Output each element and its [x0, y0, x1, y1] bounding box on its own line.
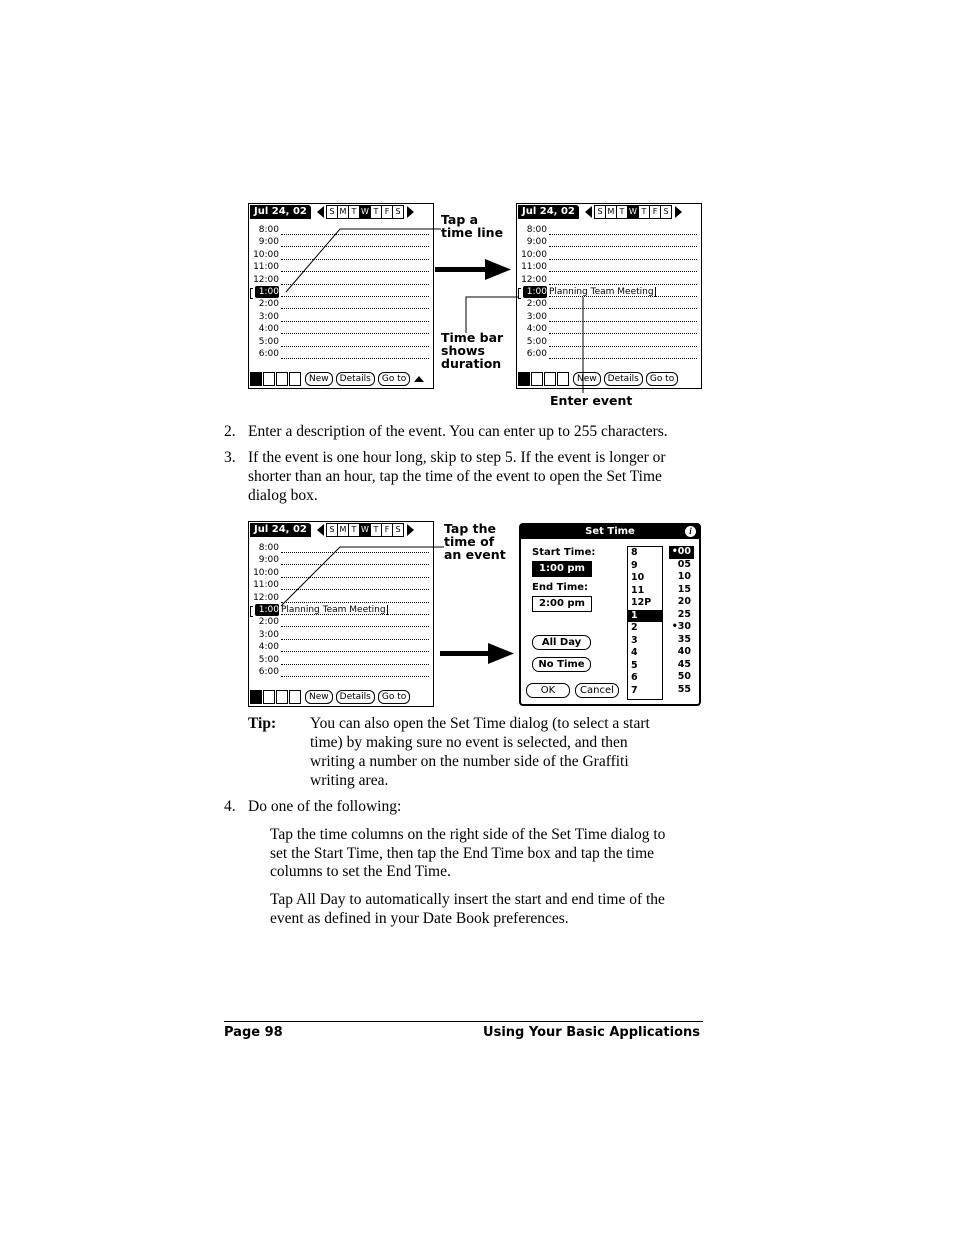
minute-cell[interactable]: 55 [677, 683, 691, 695]
minute-cell[interactable]: 40 [677, 646, 691, 657]
minute-cell[interactable]: 25 [677, 608, 691, 620]
tip-text: writing area. [310, 772, 389, 789]
section-title: Using Your Basic Applications [483, 1025, 700, 1040]
time-label[interactable]: 2:00 [258, 299, 279, 310]
start-time-label: Start Time: [532, 547, 596, 558]
time-label[interactable]: 11:00 [253, 262, 279, 273]
hour-cell[interactable]: 3 [631, 634, 638, 646]
time-label[interactable]: 3:00 [526, 311, 547, 322]
minute-cell[interactable]: •30 [671, 621, 691, 632]
hour-cell[interactable]: 12P [631, 597, 652, 608]
day-button[interactable]: W [359, 205, 371, 219]
details-button[interactable]: Details [604, 372, 643, 386]
footer-rule [224, 1021, 703, 1022]
info-icon[interactable]: i [685, 526, 696, 537]
option-text: Tap the time columns on the right side of the Set Time dialog to [270, 826, 666, 843]
callout-tap-time-event: Tap the time of an event [444, 521, 506, 562]
date-label[interactable]: Jul 24, 02 [518, 205, 579, 219]
minute-cell[interactable]: 45 [677, 658, 691, 670]
time-label[interactable]: 2:00 [258, 617, 279, 628]
time-label[interactable]: 11:00 [521, 262, 547, 273]
day-button[interactable]: S [594, 205, 606, 219]
event-description: Planning Team Meeting [549, 287, 654, 297]
step-text: Enter a description of the event. You can enter up to 255 characters. [248, 423, 668, 440]
time-label[interactable]: 12:00 [253, 592, 279, 603]
time-label[interactable]: 8:00 [526, 225, 547, 235]
page-number: Page 98 [224, 1025, 283, 1040]
details-button[interactable]: Details [336, 690, 375, 704]
time-label[interactable]: 2:00 [526, 299, 547, 310]
time-label[interactable]: 8:00 [258, 543, 279, 553]
step-number: 2. [224, 423, 236, 440]
day-button[interactable]: T [348, 205, 360, 219]
hour-cell[interactable]: 6 [631, 672, 638, 683]
hour-cell[interactable]: 2 [631, 622, 638, 633]
ok-button[interactable]: OK [526, 683, 570, 698]
day-button[interactable]: S [392, 523, 404, 537]
date-label[interactable]: Jul 24, 02 [250, 523, 311, 537]
hour-cell[interactable]: 7 [631, 684, 638, 696]
time-label[interactable]: 4:00 [258, 324, 279, 335]
minute-cell[interactable]: 20 [677, 596, 691, 607]
time-label[interactable]: 5:00 [258, 654, 279, 665]
time-label[interactable]: 6:00 [258, 349, 279, 359]
tip-text: You can also open the Set Time dialog (to select a start [310, 715, 650, 732]
time-label[interactable]: 10:00 [253, 567, 279, 578]
event-description: Planning Team Meeting [281, 605, 386, 615]
day-button[interactable]: T [638, 205, 650, 219]
hour-cell[interactable]: 4 [631, 647, 638, 658]
time-label[interactable]: 9:00 [258, 555, 279, 566]
time-label[interactable]: 8:00 [258, 225, 279, 235]
callout-enter-event: Enter event [550, 393, 633, 408]
no-time-button[interactable]: No Time [532, 657, 591, 672]
step-number: 3. [224, 449, 236, 466]
option-text: columns to set the End Time. [270, 863, 451, 880]
time-label[interactable]: 12:00 [253, 274, 279, 285]
minute-cell[interactable]: 35 [677, 633, 691, 645]
time-label[interactable]: 11:00 [253, 580, 279, 591]
day-button[interactable]: F [649, 205, 661, 219]
details-button[interactable]: Details [336, 372, 375, 386]
time-label[interactable]: 10:00 [521, 249, 547, 260]
hour-cell[interactable]: 11 [631, 584, 645, 596]
hour-cell[interactable]: 1 [628, 610, 662, 623]
callout-time-bar: Time bar shows duration [441, 330, 504, 371]
time-label[interactable]: 12:00 [521, 274, 547, 285]
hour-cell[interactable]: 5 [631, 659, 638, 671]
day-button[interactable]: M [337, 205, 349, 219]
step-text: If the event is one hour long, skip to step 5. If the event is longer or [248, 449, 666, 466]
option-text: event as defined in your Date Book preferences. [270, 910, 569, 927]
start-time-box[interactable]: 1:00 pm [532, 561, 592, 577]
day-button[interactable]: W [627, 205, 639, 219]
day-button[interactable]: F [381, 205, 393, 219]
hour-cell[interactable]: 8 [631, 547, 638, 558]
time-label[interactable]: 1:00 [255, 604, 279, 616]
option-text: set the Start Time, then tap the End Time box and tap the time [270, 845, 655, 862]
tip-text: writing a number on the number side of the Graffiti [310, 753, 629, 770]
time-label[interactable]: 10:00 [253, 249, 279, 260]
day-button[interactable]: T [370, 523, 382, 537]
minute-cell[interactable]: •00 [669, 546, 694, 559]
tip-text: time) by making sure no event is selected, and then [310, 734, 628, 751]
goto-button[interactable]: Go to [378, 690, 410, 704]
step-number: 4. [224, 798, 236, 815]
day-button[interactable]: S [326, 205, 338, 219]
time-label[interactable]: 4:00 [526, 324, 547, 335]
hour-cell[interactable]: 9 [631, 559, 638, 571]
time-label[interactable]: 5:00 [258, 336, 279, 347]
dialog-title: Set Time [521, 525, 699, 539]
day-button[interactable]: T [370, 205, 382, 219]
goto-button[interactable]: Go to [378, 372, 410, 386]
day-button[interactable]: S [660, 205, 672, 219]
new-button[interactable]: New [573, 372, 601, 386]
date-label[interactable]: Jul 24, 02 [250, 205, 311, 219]
minute-cell[interactable]: 15 [677, 583, 691, 595]
cancel-button[interactable]: Cancel [575, 683, 619, 698]
time-label[interactable]: 4:00 [258, 642, 279, 653]
tip-label: Tip: [248, 715, 277, 732]
day-button[interactable]: W [359, 523, 371, 537]
day-button[interactable]: S [392, 205, 404, 219]
goto-button[interactable]: Go to [646, 372, 678, 386]
callout-tap-time-line: Tap a time line [441, 212, 504, 240]
time-label[interactable]: 9:00 [258, 237, 279, 248]
end-time-label: End Time: [532, 582, 589, 593]
minute-cell[interactable]: 05 [677, 558, 691, 570]
new-button[interactable]: New [305, 690, 333, 704]
minute-cell[interactable]: 50 [677, 671, 691, 682]
hour-cell[interactable]: 10 [631, 572, 645, 583]
time-label[interactable]: 6:00 [258, 667, 279, 677]
step-text: shorter than an hour, tap the time of the event to open the Set Time [248, 468, 662, 485]
step-text: Do one of the following: [248, 798, 402, 815]
time-label[interactable]: 6:00 [526, 349, 547, 359]
minute-cell[interactable]: 10 [677, 571, 691, 582]
day-button[interactable]: F [381, 523, 393, 537]
time-label[interactable]: 5:00 [526, 336, 547, 347]
day-button[interactable]: T [348, 523, 360, 537]
right-arrow-icon [438, 641, 518, 669]
day-button[interactable]: T [616, 205, 628, 219]
day-button[interactable]: M [605, 205, 617, 219]
all-day-button[interactable]: All Day [532, 635, 591, 650]
option-text: Tap All Day to automatically insert the start and end time of the [270, 891, 665, 908]
new-button[interactable]: New [305, 372, 333, 386]
time-label[interactable]: 9:00 [526, 237, 547, 248]
time-label[interactable]: 1:00 [255, 286, 279, 298]
time-label[interactable]: 3:00 [258, 629, 279, 640]
time-label[interactable]: 3:00 [258, 311, 279, 322]
day-button[interactable]: S [326, 523, 338, 537]
end-time-box[interactable]: 2:00 pm [532, 596, 592, 612]
day-button[interactable]: M [337, 523, 349, 537]
right-arrow-icon [433, 257, 513, 285]
step-text: dialog box. [248, 487, 318, 504]
time-label[interactable]: 1:00 [523, 286, 547, 298]
